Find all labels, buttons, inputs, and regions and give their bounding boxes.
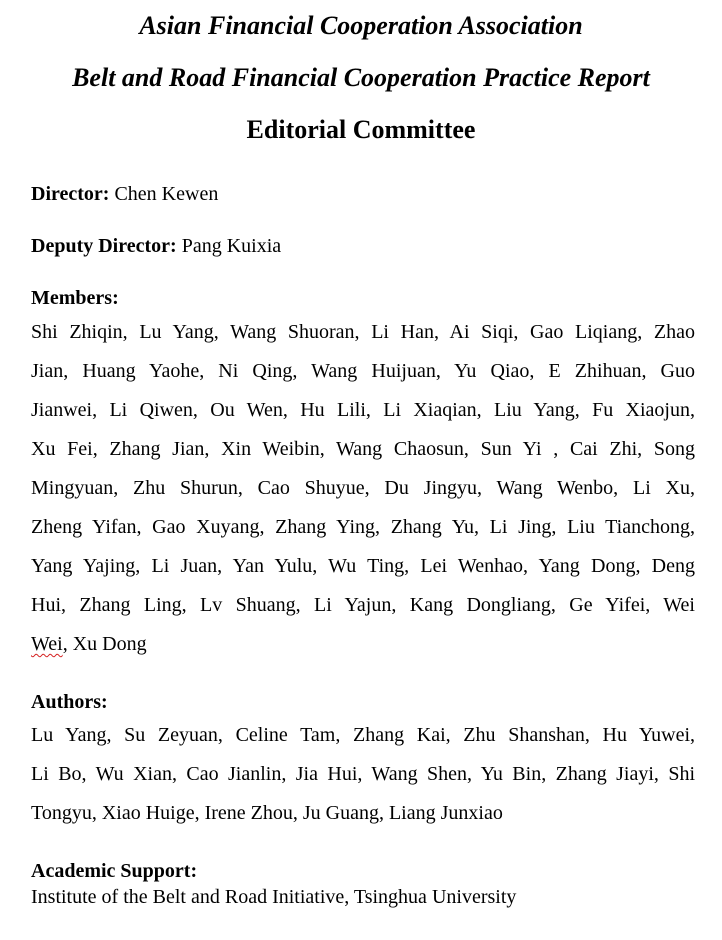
members-line: Jianwei, Li Qiwen, Ou Wen, Hu Lili, Li Xiaqian, Liu Yang, Fu Xiaojun, [31, 399, 695, 421]
members-line: Yang Yajing, Li Juan, Yan Yulu, Wu Ting, Lei Wenhao, Yang Dong, Deng [31, 555, 695, 577]
title-report: Belt and Road Financial Cooperation Practice Report [72, 63, 650, 92]
authors-label: Authors: [31, 691, 108, 713]
director-field [31, 182, 218, 206]
members-label: Members: [31, 287, 119, 309]
members-last-line [31, 625, 695, 664]
director-value: Chen Kewen [114, 183, 219, 205]
deputy-director-field [31, 234, 281, 258]
deputy-director-label: Deputy Director: [31, 235, 177, 257]
academic-support-label: Academic Support: [31, 860, 198, 882]
authors-line: Tongyu, Xiao Huige, Irene Zhou, Ju Guang, Liang Junxiao [31, 802, 503, 824]
members-line: Hui, Zhang Ling, Lv Shuang, Li Yajun, Kang Dongliang, Ge Yifei, Wei [31, 594, 695, 616]
members-line: Zheng Yifan, Gao Xuyang, Zhang Ying, Zhang Yu, Li Jing, Liu Tianchong, [31, 516, 695, 538]
title-association: Asian Financial Cooperation Association [139, 11, 583, 40]
authors-line: Lu Yang, Su Zeyuan, Celine Tam, Zhang Kai, Zhu Shanshan, Hu Yuwei, [31, 724, 695, 746]
authors-line: Li Bo, Wu Xian, Cao Jianlin, Jia Hui, Wang Shen, Yu Bin, Zhang Jiayi, Shi [31, 763, 695, 785]
authors-list [31, 716, 695, 833]
deputy-director-value: Pang Kuixia [181, 235, 282, 257]
members-line: Jian, Huang Yaohe, Ni Qing, Wang Huijuan, Yu Qiao, E Zhihuan, Guo [31, 360, 695, 382]
members-line: Shi Zhiqin, Lu Yang, Wang Shuoran, Li Han, Ai Siqi, Gao Liqiang, Zhao [31, 321, 695, 343]
members-line: Mingyuan, Zhu Shurun, Cao Shuyue, Du Jingyu, Wang Wenbo, Li Xu, [31, 477, 695, 499]
members-line: Xu Fei, Zhang Jian, Xin Weibin, Wang Chaosun, Sun Yi , Cai Zhi, Song [31, 438, 695, 460]
director-label: Director: [31, 183, 110, 205]
academic-support-value: Institute of the Belt and Road Initiative, Tsinghua University [31, 886, 517, 908]
members-last-line-rest: , Xu Dong [62, 633, 147, 655]
members-list [31, 313, 695, 664]
spellcheck-marked-word: Wei [31, 633, 63, 655]
title-editorial-committee: Editorial Committee [246, 115, 476, 144]
